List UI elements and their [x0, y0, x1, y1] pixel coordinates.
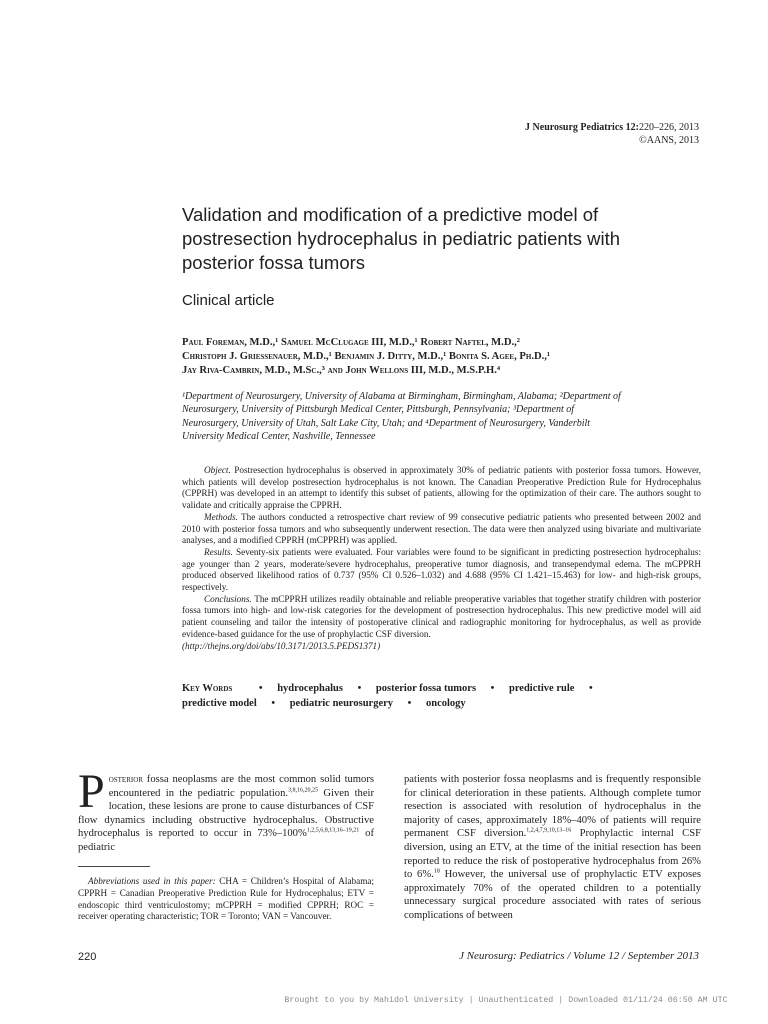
- keyword-separator: •: [258, 683, 263, 694]
- keyword-separator: •: [407, 698, 412, 709]
- drop-cap: P: [78, 765, 105, 818]
- reference-citation: 18: [433, 868, 440, 875]
- keyword-separator: •: [589, 683, 593, 694]
- keywords-label: Key Words: [182, 683, 233, 694]
- author-list: [182, 336, 702, 378]
- keyword: posterior fossa tumors: [375, 683, 477, 694]
- keyword: predictive model: [182, 698, 257, 709]
- footer-journal: J Neurosurg: Pediatrics / Volume 12 / September 2013: [459, 950, 699, 962]
- reference-citation: 3,8,16,20,25: [288, 787, 319, 794]
- abbreviations-label: Abbreviations used in this paper:: [88, 876, 216, 886]
- section-label: Methods.: [204, 511, 238, 522]
- keyword: oncology: [425, 698, 466, 709]
- page-number: 220: [78, 951, 97, 963]
- title-line: postresection hydrocephalus in pediatric patients with: [182, 228, 621, 249]
- journal-reference: [525, 121, 699, 147]
- journal-citation: J Neurosurg Pediatrics 12:: [525, 122, 639, 133]
- keyword-separator: •: [357, 683, 362, 694]
- affiliation-line: ¹Department of Neurosurgery, University of Alabama at Birmingham, Birmingham, Alabama; ²Department of: [182, 391, 621, 402]
- section-label: Results.: [204, 546, 233, 557]
- body-column-left: Posterior fossa neoplasms are the most common solid tumors encountered in the pediatric population.$^{3,8,16,20,25}$ Given their location, these lesions are prone to cause disturbances of CSF flow dynamics including obstructive hydrocephalus. Obstructive hydrocephalus is reported to occur in 73%–100%$^{1,2,5,6,8,13,16-19,21}$ of pediatric: [78, 765, 374, 853]
- section-label: Object.: [204, 465, 231, 475]
- keyword-separator: •: [490, 683, 495, 694]
- doi-link[interactable]: (http://thejns.org/doi/abs/10.3171/2013.5.PEDS1371): [182, 640, 381, 651]
- abstract-methods: Methods. The authors conducted a retrospective chart review of 99 consecutive pediatric patients who presented between 2002 and 2010 with posterior fossa tumors and who subsequently underwent resection. The data were then analyzed using bivariate and multivariate analyses, and a modified CPPRH (mCPPRH) was applied.: [182, 511, 701, 546]
- abstract-results: Results. Seventy-six patients were evaluated. Four variables were found to be significant in predicting postresection hydrocephalus: age younger than 2 years, moderate/severe hydrocephalus, preoperative tumor diagnosis, and transependymal edema. The mCPPRH produced observed likelihood ratios of 0.737 (95% CI 0.526–1.032) and 4.688 (95% CI 1.421–15.463) for low- and high-risk groups, respectively.: [182, 546, 701, 593]
- keyword: pediatric neurosurgery: [289, 698, 394, 709]
- affiliation-line: Neurosurgery, University of Pittsburgh Medical Center, Pittsburgh, Pennsylvania; ³Department of: [182, 404, 575, 416]
- body-column-right: patients with posterior fossa neoplasms and is frequently responsible for clinical deterioration in these patients. Although complete tumor resection is associated with resolution of hydrocephalus in the majority of cases, approximately 18%–40% of patients will require permanent CSF diversion.$^{1,2,4,7,9,10,13-16}$ Prophylactic internal CSF diversion, using an ETV, at the time of the initial resection has been reported to reduce the risk of postoperative hydrocephalus from 26% to 6%.$^{18}$ However, the universal use of prophylactic ETV exposes approximately 70% of the operated children to a potentially unnecessary surgical procedure associated with rates of serious complications of between: [404, 774, 701, 921]
- keyword: hydrocephalus: [277, 683, 343, 694]
- download-notice: Brought to you by Mahidol University | Unauthenticated | Downloaded 01/11/24 06:50 AM UTC: [284, 996, 728, 1005]
- keyword-separator: •: [271, 698, 276, 709]
- author-line: Jay Riva-Cambrin, M.D., M.Sc.,³ and John Wellons III, M.D., M.S.P.H.⁴: [182, 365, 501, 376]
- article-type: Clinical article: [182, 292, 275, 309]
- affiliation-line: University Medical Center, Nashville, Tennessee: [182, 430, 376, 442]
- section-label: Conclusions.: [204, 593, 252, 604]
- footnote-divider: [78, 866, 150, 867]
- affiliations: [182, 390, 702, 443]
- article-title: [182, 203, 652, 275]
- author-line: Christoph J. Griessenauer, M.D.,¹ Benjamin J. Ditty, M.D.,¹ Bonita S. Agee, Ph.D.,¹: [182, 351, 551, 362]
- journal-pages: 220–226, 2013: [639, 122, 699, 133]
- keywords: [182, 681, 701, 711]
- abbreviations-footnote: Abbreviations used in this paper: CHA = Children’s Hospital of Alabama; CPPRH = Canadian Preoperative Prediction Rule for Hydrocephalus; ETV = endoscopic third ventriculostomy; mCPPRH = modified CPPRH; ROC = receiver operating characteristic; TOR = Toronto; VAN = Vancouver.: [78, 876, 374, 922]
- title-line: posterior fossa tumors: [182, 252, 366, 273]
- abstract-object: Object. Postresection hydrocephalus is observed in approximately 30% of pediatric patients with posterior fossa tumors. However, which patients will develop postresection hydrocephalus is not known. The Canadian Preoperative Prediction Rule for Hydrocephalus (CPPRH) was developed in an attempt to identify this subset of patients, allowing for the optimization of their care. The authors sought to validate and critically appraise the CPPRH.: [182, 465, 702, 511]
- abstract-conclusions: Conclusions. The mCPPRH utilizes readily obtainable and reliable preoperative variables that together stratify children with posterior fossa tumors into high- and low-risk categories for the development of postresection hydrocephalus. This new predictive model will aid patient counseling and tailor the intensity of postoperative clinical and radiographic monitoring for hydrocephalus, as well as provide evidence-based guidance for the use of prophylactic CSF diversion.: [182, 593, 701, 639]
- smallcaps-lead: osterior: [108, 774, 143, 785]
- abstract: [182, 465, 701, 652]
- affiliation-line: Neurosurgery, University of Utah, Salt Lake City, Utah; and ⁴Department of Neurosurgery, Vanderbilt: [182, 417, 591, 429]
- keyword: predictive rule: [508, 683, 575, 694]
- title-line: Validation and modification of a predictive model of: [182, 204, 599, 225]
- author-line: Paul Foreman, M.D.,¹ Samuel McClugage III, M.D.,¹ Robert Naftel, M.D.,²: [182, 337, 520, 348]
- reference-citation: 1,2,4,7,9,10,13–16: [526, 827, 572, 834]
- reference-citation: 1,2,5,6,8,13,16–19,21: [306, 827, 360, 834]
- copyright: ©AANS, 2013: [639, 135, 699, 146]
